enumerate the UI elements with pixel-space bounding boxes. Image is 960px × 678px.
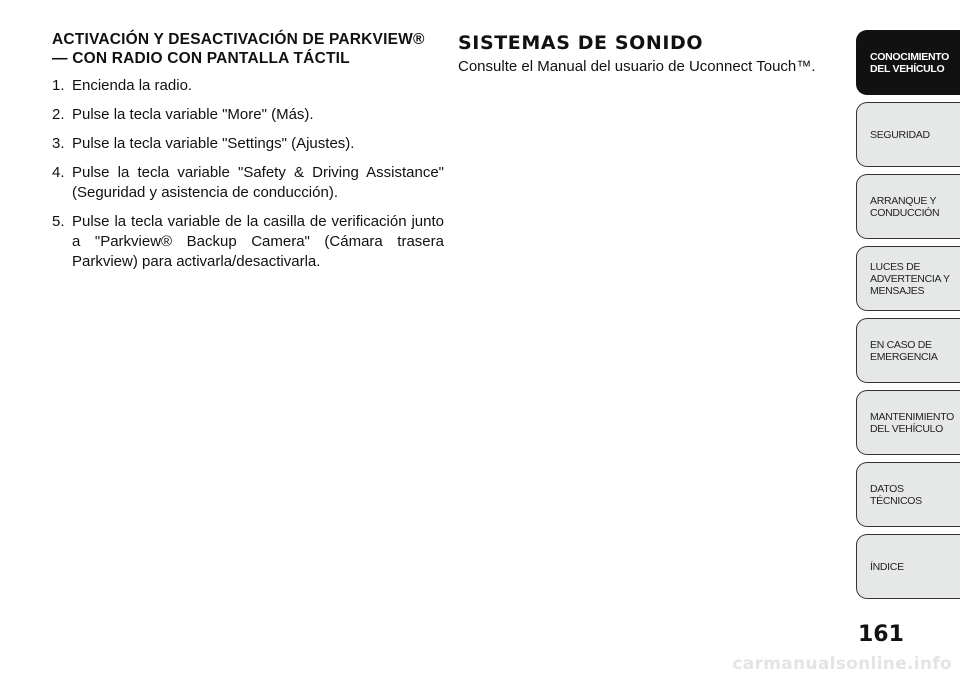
tab-label: LUCES DE ADVERTENCIA Y MENSAJES bbox=[870, 260, 950, 297]
tab-label: SEGURIDAD bbox=[870, 128, 930, 141]
step-text: Pulse la tecla variable "Safety & Driving Assistance" (Seguridad y asistencia de conducción). bbox=[72, 164, 444, 201]
chapter-tabs bbox=[856, 30, 960, 606]
tab-label: EN CASO DE EMERGENCIA bbox=[870, 338, 938, 363]
step-item bbox=[52, 105, 444, 125]
step-text: Pulse la tecla variable de la casilla de verificación junto a "Parkview® Backup Camera" (Cámara trasera Parkview) para activarla/desactivarla. bbox=[72, 213, 444, 270]
tab-en-caso-de-emergencia[interactable] bbox=[856, 318, 960, 383]
step-number: 4. bbox=[52, 164, 65, 181]
step-item bbox=[52, 163, 444, 203]
section-body-sound-systems: Consulte el Manual del usuario de Uconnect Touch™. bbox=[458, 58, 816, 75]
tab-indice[interactable] bbox=[856, 534, 960, 599]
tab-mantenimiento-del-vehiculo[interactable] bbox=[856, 390, 960, 455]
left-column bbox=[52, 30, 444, 281]
step-item bbox=[52, 76, 444, 96]
tab-label: ÍNDICE bbox=[870, 560, 904, 573]
page-number: 161 bbox=[858, 622, 904, 647]
step-number: 1. bbox=[52, 77, 65, 94]
step-text: Encienda la radio. bbox=[72, 77, 193, 94]
section-title-sound-systems: SISTEMAS DE SONIDO bbox=[458, 32, 704, 54]
step-item bbox=[52, 134, 444, 154]
step-text: Pulse la tecla variable "Settings" (Ajustes). bbox=[72, 135, 355, 152]
tab-arranque-y-conduccion[interactable] bbox=[856, 174, 960, 239]
watermark: carmanualsonline.info bbox=[732, 654, 952, 674]
steps-list bbox=[52, 76, 444, 272]
tab-label: MANTENIMIENTO DEL VEHÍCULO bbox=[870, 410, 954, 435]
step-number: 5. bbox=[52, 213, 65, 230]
tab-label: ARRANQUE Y CONDUCCIÓN bbox=[870, 194, 940, 219]
tab-label: DATOS TÉCNICOS bbox=[870, 482, 922, 507]
step-number: 3. bbox=[52, 135, 65, 152]
step-number: 2. bbox=[52, 106, 65, 123]
tab-conocimiento-del-vehiculo[interactable] bbox=[856, 30, 960, 95]
tab-seguridad[interactable] bbox=[856, 102, 960, 167]
tab-luces-de-advertencia[interactable] bbox=[856, 246, 960, 311]
right-column bbox=[458, 32, 850, 77]
step-text: Pulse la tecla variable "More" (Más). bbox=[72, 106, 314, 123]
tab-label: CONOCIMIENTO DEL VEHÍCULO bbox=[870, 50, 950, 75]
tab-datos-tecnicos[interactable] bbox=[856, 462, 960, 527]
section-heading-parkview: ACTIVACIÓN Y DESACTIVACIÓN DE PARKVIEW® — CON RADIO CON PANTALLA TÁCTIL bbox=[52, 31, 425, 67]
step-item bbox=[52, 212, 444, 272]
